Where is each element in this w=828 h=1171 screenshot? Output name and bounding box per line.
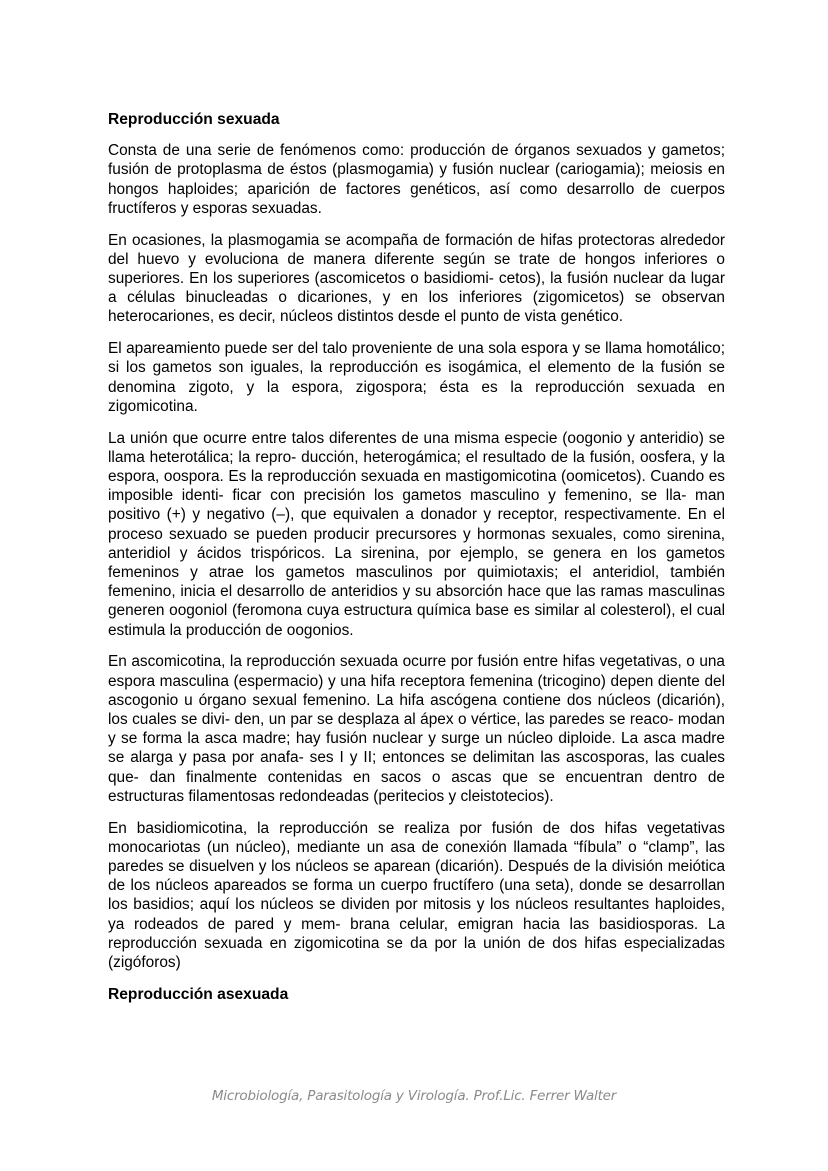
paragraph-5: En ascomicotina, la reproducción sexuada ocurre por fusión entre hifas vegetativas, o una espora masculina (espermacio) y una hifa receptora femenina (tricogino) depen diente del ascogonio u órgano sexual femenino. La hifa ascógena contiene dos núcleos (dicarión), los cuales se divi- den, un par se desplaza al ápex o vértice, las paredes se reaco- modan y se forma la asca madre; hay fusión nuclear y surge un núcleo diploide. La asca madre se alarga y pasa por anafa- ses I y II; entonces se delimitan las ascosporas, las cuales que- dan finalmente contenidas en sacos o ascas que se encuentran dentro de estructuras filamentosas redondeadas (peritecios y cleistotecios). (108, 653, 725, 805)
section-heading-reproduccion-asexuada: Reproducción asexuada (108, 985, 289, 1003)
paragraph-6: En basidiomicotina, la reproducción se realiza por fusión de dos hifas vegetativas monocariotas (un núcleo), mediante un asa de conexión llamada “fíbula” o “clamp”, las paredes se disuelven y los núcleos se aparean (dicarión). Después de la división meiótica de los núcleos apareados se forma un cuerpo fructífero (una seta), donde se desarrollan los basidios; aquí los núcleos se dividen por mitosis y los núcleos resultantes haploides, ya rodeados de pared y mem- brana celular, emigran hacia las basidiosporas. La reproducción sexuada en zigomicotina se da por la unión de dos hifas especializadas (zigóforos) (108, 819, 725, 972)
paragraph-4: La unión que ocurre entre talos diferentes de una misma especie (oogonio y anteridio) se llama heterotálica; la repro- ducción, heterogámica; el resultado de la fusión, oosfera, y la espora, oospora. Es la reproducción sexuada en mastigomicotina (oomicetos). Cuando es imposible identi- ficar con precisión los gametos masculino y femenino, se lla- man positivo (+) y negativo (–), que equivalen a donador y receptor, respectivamente. En el proceso sexuado se pueden producir precursores y hormonas sexuales, como sirenina, anteridiol y ácidos trispóricos. La sirenina, por ejemplo, se genera en los gametos femeninos y atrae los gametos masculinos por quimiotaxis; el anteridiol, también femenino, inicia el desarrollo de anteridios y su absorción hace que las ramas masculinas generen oogoniol (feromona cuya estructura química base es similar al colesterol), el cual estimula la producción de oogonios. (108, 429, 725, 639)
page-footer: Microbiología, Parasitología y Virología. Prof.Lic. Ferrer Walter (211, 1088, 617, 1104)
paragraph-2: En ocasiones, la plasmogamia se acompaña de formación de hifas protectoras alrededor del huevo y evoluciona de manera diferente según se trate de hongos inferiores o superiores. En los superiores (ascomicetos o basidiomi- cetos), la fusión nuclear da lugar a células binucleadas o dicariones, y en los inferiores (zigomicetos) se observan heterocariones, es decir, núcleos distintos desde el punto de vista genético. (108, 231, 725, 326)
page-content (108, 110, 725, 1016)
paragraph-3: El apareamiento puede ser del talo proveniente de una sola espora y se llama homotálico; si los gametos son iguales, la reproducción es isogámica, el elemento de la fusión se denomina zigoto, y la espora, zigospora; ésta es la reproducción sexuada en zigomicotina. (108, 340, 725, 415)
section-heading-reproduccion-sexuada: Reproducción sexuada (108, 111, 280, 128)
paragraph-1: Consta de una serie de fenómenos como: producción de órganos sexuados y gametos; fusión de protoplasma de éstos (plasmogamia) y fusión nuclear (cariogamia); meiosis en hongos haploides; aparición de factores genéticos, así como desarrollo de cuerpos fructíferos y esporas sexuadas. (108, 142, 725, 217)
